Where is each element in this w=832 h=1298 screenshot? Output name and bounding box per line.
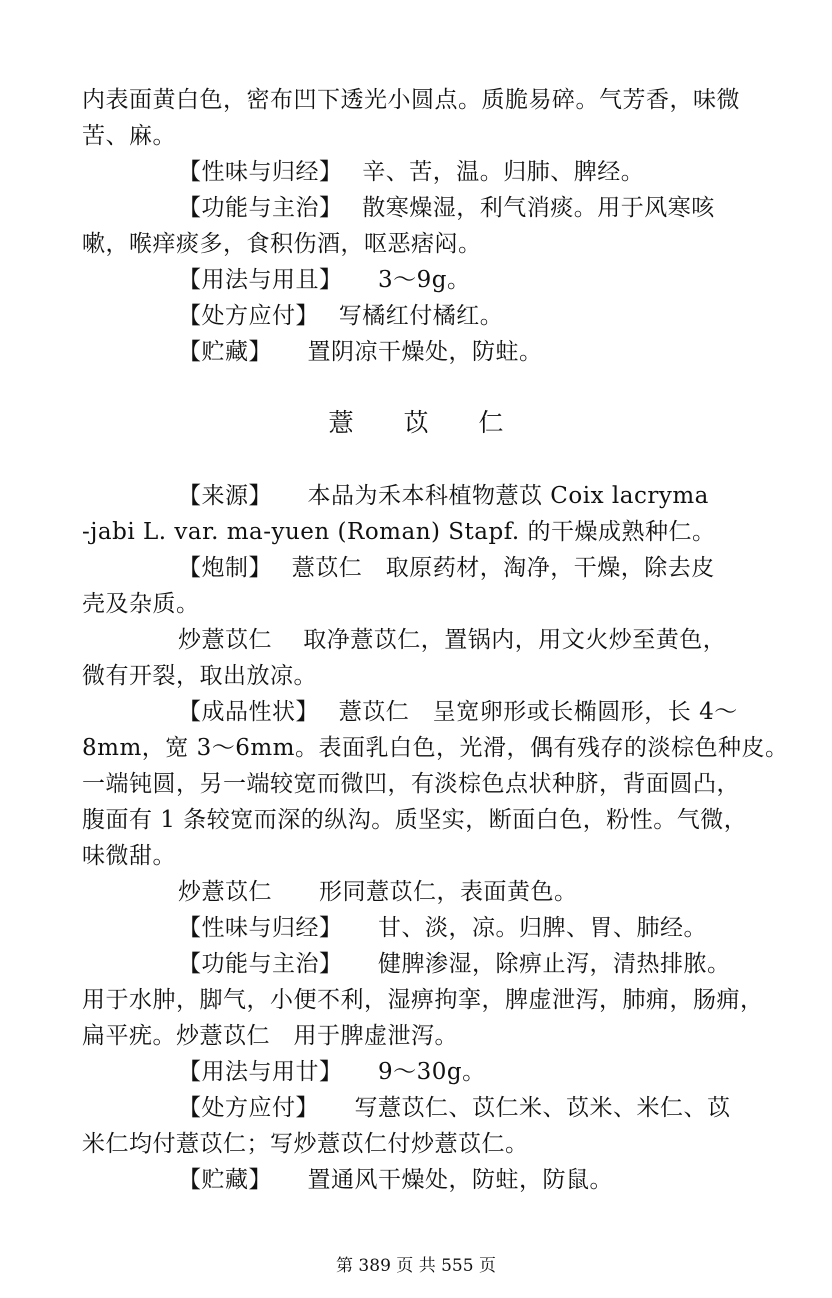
text-line: 味微甜。 (82, 843, 176, 869)
text-line: 米仁均付薏苡仁；写炒薏苡仁付炒薏苡仁。 (82, 1131, 529, 1157)
text-line: 扁平疣。炒薏苡仁 用于脾虚泄泻。 (82, 1023, 458, 1049)
section-heading-line: 【处方应付】 写薏苡仁、苡仁米、苡米、米仁、苡 (178, 1095, 731, 1121)
section-heading-line: 【贮藏】 置阴凉干燥处，防蛀。 (178, 339, 543, 365)
section-heading-line: 【成品性状】 薏苡仁 呈宽卵形或长椭圆形，长 4～ (178, 699, 738, 725)
text-line: -jabi L. var. ma-yuen (Roman) Stapf. 的干燥成熟种仁。 (82, 519, 716, 545)
text-line: 腹面有 1 条较宽而深的纵沟。质坚实，断面白色，粉性。气微， (82, 807, 748, 833)
text-line: 炒薏苡仁 形同薏苡仁，表面黄色。 (178, 879, 578, 905)
section-heading-line: 【性味与归经】 辛、苦，温。归肺、脾经。 (178, 159, 645, 185)
text-line: 微有开裂，取出放凉。 (82, 663, 317, 689)
section-heading-line: 【炮制】 薏苡仁 取原药材，淘净，干燥，除去皮 (178, 555, 715, 581)
text-line: 炒薏苡仁 取净薏苡仁，置锅内，用文火炒至黄色， (178, 627, 727, 653)
section-heading-line: 【贮藏】 置通风干燥处，防蛀，防鼠。 (178, 1167, 613, 1193)
text-line: 壳及杂质。 (82, 591, 200, 617)
section-heading-line: 【用法与用廿】 9～30g。 (178, 1059, 486, 1085)
text-line: 嗽，喉痒痰多，食积伤酒，呕恶痞闷。 (82, 231, 482, 257)
section-heading-line: 【用法与用且】 3～9g。 (178, 267, 471, 293)
entry-title: 薏 苡 仁 (328, 408, 504, 437)
section-heading-line: 【处方应付】 写橘红付橘红。 (178, 303, 504, 329)
text-line: 8mm，宽 3～6mm。表面乳白色，光滑，偶有残存的淡棕色种皮。 (82, 735, 789, 761)
text-line: 用于水肿，脚气，小便不利，湿痹拘挛，脾虚泄泻，肺痈，肠痈， (82, 987, 764, 1013)
text-line: 一端钝圆，另一端较宽而微凹，有淡棕色点状种脐，背面圆凸， (82, 771, 740, 797)
text-line: 苦、麻。 (82, 123, 176, 149)
section-heading-line: 【来源】 本品为禾本科植物薏苡 Coix lacryma (178, 483, 709, 509)
text-line: 内表面黄白色，密布凹下透光小圆点。质脆易碎。气芳香，味微 (82, 87, 740, 113)
section-heading-line: 【功能与主治】 健脾渗湿，除痹止泻，清热排脓。 (178, 951, 731, 977)
page-number-footer: 第 389 页 共 555 页 (336, 1256, 496, 1276)
section-heading-line: 【功能与主治】 散寒燥湿，利气消痰。用于风寒咳 (178, 195, 715, 221)
section-heading-line: 【性味与归经】 甘、淡，凉。归脾、胃、肺经。 (178, 915, 707, 941)
